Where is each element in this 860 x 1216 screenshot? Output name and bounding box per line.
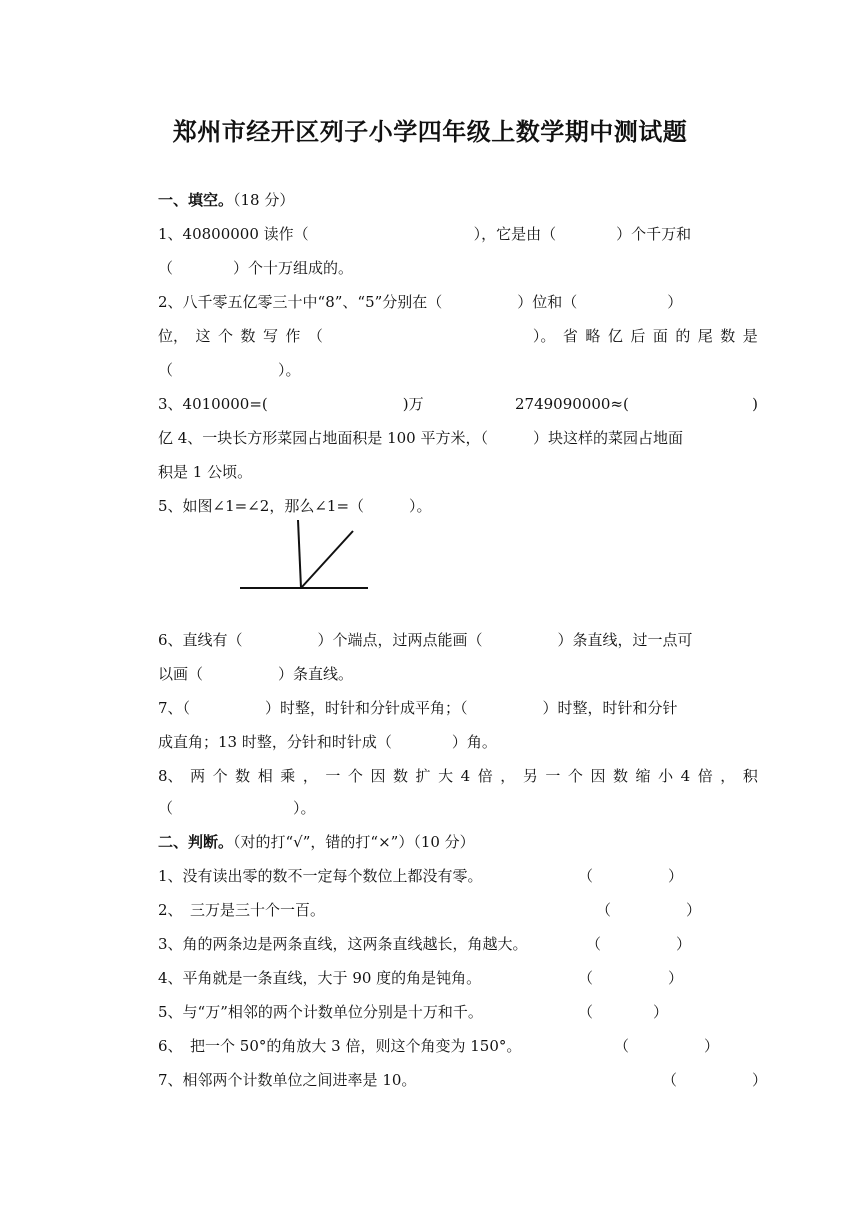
judgment-answer-blank-5: （ ） bbox=[578, 1003, 669, 1021]
question-7-line-1: 7、（ ）时整，时针和分针成平角；（ ）时整，时针和分针 bbox=[158, 699, 678, 717]
judgment-answer-blank-4: （ ） bbox=[578, 969, 684, 987]
q8-token: 缩 bbox=[635, 767, 651, 785]
q2-token: 数 bbox=[720, 327, 736, 345]
q8-token: 8、 bbox=[158, 767, 183, 785]
question-3-part-b: 2749090000≈( bbox=[515, 395, 629, 413]
question-6-line-2: 以画（ ）条直线。 bbox=[158, 665, 354, 683]
question-2-line-1: 2、八千零五亿零三十中“8”、“5”分别在（ ）位和（ ） bbox=[158, 293, 683, 311]
question-3-line bbox=[158, 394, 758, 414]
judgment-text: 4、平角就是一条直线，大于 90 度的角是钝角。 bbox=[158, 969, 482, 987]
q8-token: 个 bbox=[212, 767, 228, 785]
q2-token: （ ）。 bbox=[307, 327, 556, 345]
q8-token: 另 bbox=[522, 767, 538, 785]
q2-token: 位， bbox=[158, 327, 189, 345]
q8-token: 扩 bbox=[415, 767, 431, 785]
section1-header bbox=[158, 190, 758, 210]
judgment-answer-blank-6: （ ） bbox=[614, 1037, 720, 1055]
q8-token: 一 bbox=[325, 767, 341, 785]
judgment-text: 1、没有读出零的数不一定每个数位上都没有零。 bbox=[158, 867, 483, 885]
question-4-line-2: 积是 1 公顷。 bbox=[158, 463, 253, 481]
q8-token: 数 bbox=[393, 767, 409, 785]
judgment-answer-blank-3: （ ） bbox=[586, 935, 692, 953]
q2-token: 个 bbox=[217, 327, 233, 345]
question-1-line-2: （ ）个十万组成的。 bbox=[158, 259, 354, 277]
q8-token: 个 bbox=[347, 767, 363, 785]
q8-token: ， bbox=[720, 767, 736, 785]
q8-token: 数 bbox=[613, 767, 629, 785]
q2-token: 数 bbox=[240, 327, 256, 345]
question-3-part-c: ) bbox=[752, 395, 758, 413]
question-3-part-a: 3、4010000=( )万 bbox=[158, 395, 424, 413]
q8-token: 因 bbox=[370, 767, 386, 785]
q2-token: 的 bbox=[675, 327, 691, 345]
q8-token: 倍 bbox=[477, 767, 493, 785]
q8-token: 因 bbox=[590, 767, 606, 785]
question-2-line-2 bbox=[158, 326, 758, 346]
question-6-line-1: 6、直线有（ ）个端点，过两点能画（ ）条直线，过一点可 bbox=[158, 631, 693, 649]
q2-token: 略 bbox=[585, 327, 601, 345]
q2-token: 面 bbox=[652, 327, 668, 345]
judgment-text: 3、角的两条边是两条直线，这两条直线越长，角越大。 bbox=[158, 935, 528, 953]
question-1-line-1: 1、40800000 读作（ ），它是由（ ）个千万和 bbox=[158, 225, 692, 243]
judgment-text: 7、相邻两个计数单位之间进率是 10。 bbox=[158, 1071, 417, 1089]
section1-heading: 一、填空。 bbox=[158, 191, 234, 209]
q8-token: 积 bbox=[742, 767, 758, 785]
question-5: 5、如图∠1=∠2，那么∠1=（ ）。 bbox=[158, 497, 432, 515]
q2-token: 尾 bbox=[697, 327, 713, 345]
section2-note: （对的打“√”，错的打“×”）（10 分） bbox=[233, 833, 475, 851]
q8-token: 数 bbox=[235, 767, 251, 785]
judgment-answer-blank-7: （ ） bbox=[662, 1071, 768, 1089]
judgment-text: 5、与“万”相邻的两个计数单位分别是十万和千。 bbox=[158, 1003, 483, 1021]
q2-token: 写 bbox=[262, 327, 278, 345]
q8-token: 两 bbox=[190, 767, 206, 785]
question-7-line-2: 成直角；13 时整，分针和时针成（ ）角。 bbox=[158, 733, 497, 751]
q8-token: 4 bbox=[680, 767, 691, 785]
section1-points: （18 分） bbox=[233, 191, 295, 209]
judgment-text: 6、 把一个 50°的角放大 3 倍，则这个角变为 150°。 bbox=[158, 1037, 522, 1055]
q8-token: 大 bbox=[438, 767, 454, 785]
q2-token: 后 bbox=[630, 327, 646, 345]
judgment-answer-blank-1: （ ） bbox=[578, 867, 684, 885]
q8-token: ， bbox=[500, 767, 516, 785]
q8-token: 倍 bbox=[697, 767, 713, 785]
q2-token: 是 bbox=[742, 327, 758, 345]
question-2-line-3: （ ）。 bbox=[158, 361, 301, 379]
question-4-line-1: 亿 4、一块长方形菜园占地面积是 100 平方米，（ ）块这样的菜园占地面 bbox=[158, 429, 683, 447]
judgment-text: 2、 三万是三十个一百。 bbox=[158, 901, 326, 919]
q2-token: 省 bbox=[562, 327, 578, 345]
q8-token: 个 bbox=[567, 767, 583, 785]
angle-figure bbox=[238, 518, 370, 594]
q2-token: 亿 bbox=[607, 327, 623, 345]
figure-diagonal-ray bbox=[301, 531, 353, 588]
q8-token: ， bbox=[302, 767, 318, 785]
question-8-line-1 bbox=[158, 766, 758, 786]
section2-heading: 二、判断。 bbox=[158, 833, 234, 851]
q8-token: 乘 bbox=[280, 767, 296, 785]
question-8-line-2: （ ）。 bbox=[158, 799, 316, 817]
q8-token: 小 bbox=[658, 767, 674, 785]
figure-vertical-ray bbox=[298, 520, 301, 588]
judgment-answer-blank-2: （ ） bbox=[596, 901, 702, 919]
q8-token: 一 bbox=[545, 767, 561, 785]
section2-header bbox=[158, 832, 758, 852]
q2-token: 这 bbox=[195, 327, 211, 345]
q2-token: 作 bbox=[285, 327, 301, 345]
page-title: 郑州市经开区列子小学四年级上数学期中测试题 bbox=[172, 118, 688, 146]
q8-token: 4 bbox=[460, 767, 471, 785]
q8-token: 相 bbox=[257, 767, 273, 785]
